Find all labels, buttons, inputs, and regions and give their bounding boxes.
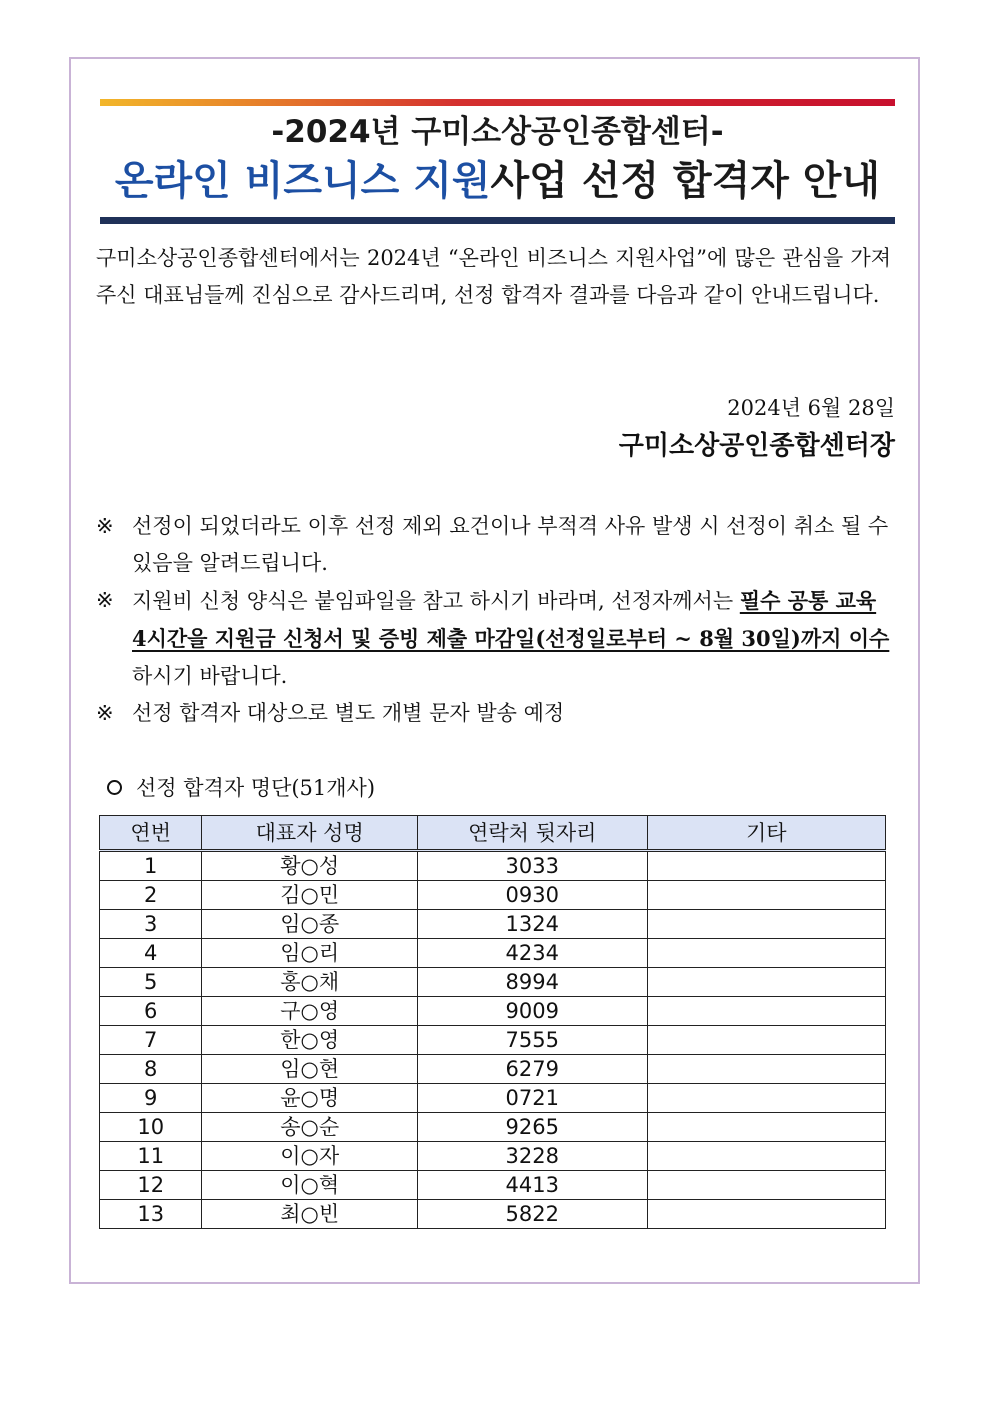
cell-note <box>647 1084 885 1113</box>
cell-phone: 3033 <box>417 851 647 881</box>
cell-note <box>647 968 885 997</box>
note-cancel <box>96 508 896 582</box>
reference-mark: ※ <box>96 701 114 725</box>
table-row <box>100 881 886 910</box>
note-education <box>96 582 896 695</box>
table-row <box>100 1055 886 1084</box>
table-row <box>100 1113 886 1142</box>
cell-phone: 9265 <box>417 1113 647 1142</box>
cell-name: 임○현 <box>202 1055 418 1084</box>
table-row <box>100 1200 886 1229</box>
note-sms <box>96 695 896 732</box>
title-top-bar <box>100 99 895 106</box>
notice-date: 2024년 6월 28일 <box>727 396 895 420</box>
cell-note <box>647 881 885 910</box>
cell-number: 5 <box>100 968 202 997</box>
cell-name: 김○민 <box>202 881 418 910</box>
cell-phone: 8994 <box>417 968 647 997</box>
cell-number: 13 <box>100 1200 202 1229</box>
cell-note <box>647 1142 885 1171</box>
cell-name: 최○빈 <box>202 1200 418 1229</box>
cell-number: 7 <box>100 1026 202 1055</box>
cell-name: 홍○채 <box>202 968 418 997</box>
cell-number: 12 <box>100 1171 202 1200</box>
cell-phone: 4413 <box>417 1171 647 1200</box>
col-header-number: 연번 <box>100 816 202 851</box>
table-row <box>100 1026 886 1055</box>
col-header-note: 기타 <box>647 816 885 851</box>
table-row <box>100 939 886 968</box>
roster-table <box>99 815 886 1229</box>
cell-note <box>647 997 885 1026</box>
table-row <box>100 968 886 997</box>
col-header-phone: 연락처 뒷자리 <box>417 816 647 851</box>
cell-phone: 4234 <box>417 939 647 968</box>
cell-number: 3 <box>100 910 202 939</box>
cell-number: 10 <box>100 1113 202 1142</box>
cell-number: 1 <box>100 851 202 881</box>
reference-mark: ※ <box>96 588 114 612</box>
cell-phone: 0721 <box>417 1084 647 1113</box>
cell-name: 이○혁 <box>202 1171 418 1200</box>
cell-number: 6 <box>100 997 202 1026</box>
title-highlight: 온라인 비즈니스 지원 <box>114 158 491 204</box>
note-education-tail: 하시기 바랍니다. <box>132 664 288 688</box>
cell-number: 9 <box>100 1084 202 1113</box>
table-row <box>100 1084 886 1113</box>
title-line-2 <box>100 154 895 208</box>
circle-bullet-icon <box>107 780 122 795</box>
title-line-1: -2024년 구미소상공인종합센터- <box>271 114 724 150</box>
cell-name: 황○성 <box>202 851 418 881</box>
reference-mark: ※ <box>96 514 114 538</box>
cell-phone: 0930 <box>417 881 647 910</box>
table-header-row <box>100 816 886 851</box>
cell-number: 4 <box>100 939 202 968</box>
notice-signer: 구미소상공인종합센터장 <box>618 431 895 461</box>
cell-phone: 1324 <box>417 910 647 939</box>
note-education-emphasis: 필수 공통 교육 4시간을 지원금 신청서 및 증빙 제출 마감일(선정일로부터 ~ 8월 30일)까지 이수 <box>132 588 890 651</box>
title-bottom-bar <box>100 217 895 224</box>
table-row <box>100 851 886 881</box>
cell-name: 임○종 <box>202 910 418 939</box>
cell-name: 송○순 <box>202 1113 418 1142</box>
cell-note <box>647 1113 885 1142</box>
cell-phone: 3228 <box>417 1142 647 1171</box>
cell-name: 이○자 <box>202 1142 418 1171</box>
cell-note <box>647 939 885 968</box>
cell-phone: 7555 <box>417 1026 647 1055</box>
intro-paragraph: 구미소상공인종합센터에서는 2024년 “온라인 비즈니스 지원사업”에 많은 관심을 가져주신 대표님들께 진심으로 감사드리며, 선정 합격자 결과를 다음과 같이 안내드립니다. <box>96 246 891 307</box>
cell-number: 2 <box>100 881 202 910</box>
title-rest: 사업 선정 합격자 안내 <box>490 158 881 204</box>
cell-name: 한○영 <box>202 1026 418 1055</box>
note-sms-text: 선정 합격자 대상으로 별도 개별 문자 발송 예정 <box>132 701 565 725</box>
cell-name: 임○리 <box>202 939 418 968</box>
table-row <box>100 1171 886 1200</box>
cell-phone: 9009 <box>417 997 647 1026</box>
roster-heading-text: 선정 합격자 명단(51개사) <box>136 776 376 800</box>
notes-section <box>96 508 896 732</box>
table-row <box>100 910 886 939</box>
cell-note <box>647 1026 885 1055</box>
note-cancel-text: 선정이 되었더라도 이후 선정 제외 요건이나 부적격 사유 발생 시 선정이 취소 될 수 있음을 알려드립니다. <box>132 514 889 575</box>
cell-note <box>647 851 885 881</box>
cell-phone: 5822 <box>417 1200 647 1229</box>
cell-number: 11 <box>100 1142 202 1171</box>
roster-heading <box>107 772 375 804</box>
col-header-name: 대표자 성명 <box>202 816 418 851</box>
cell-number: 8 <box>100 1055 202 1084</box>
roster-body <box>100 851 886 1229</box>
cell-phone: 6279 <box>417 1055 647 1084</box>
table-row <box>100 1142 886 1171</box>
cell-note <box>647 1171 885 1200</box>
note-education-text: 지원비 신청 양식은 붙임파일을 참고 하시기 바라며, 선정자께서는 <box>132 589 740 613</box>
cell-note <box>647 1200 885 1229</box>
table-row <box>100 997 886 1026</box>
cell-note <box>647 910 885 939</box>
cell-name: 윤○명 <box>202 1084 418 1113</box>
cell-name: 구○영 <box>202 997 418 1026</box>
cell-note <box>647 1055 885 1084</box>
